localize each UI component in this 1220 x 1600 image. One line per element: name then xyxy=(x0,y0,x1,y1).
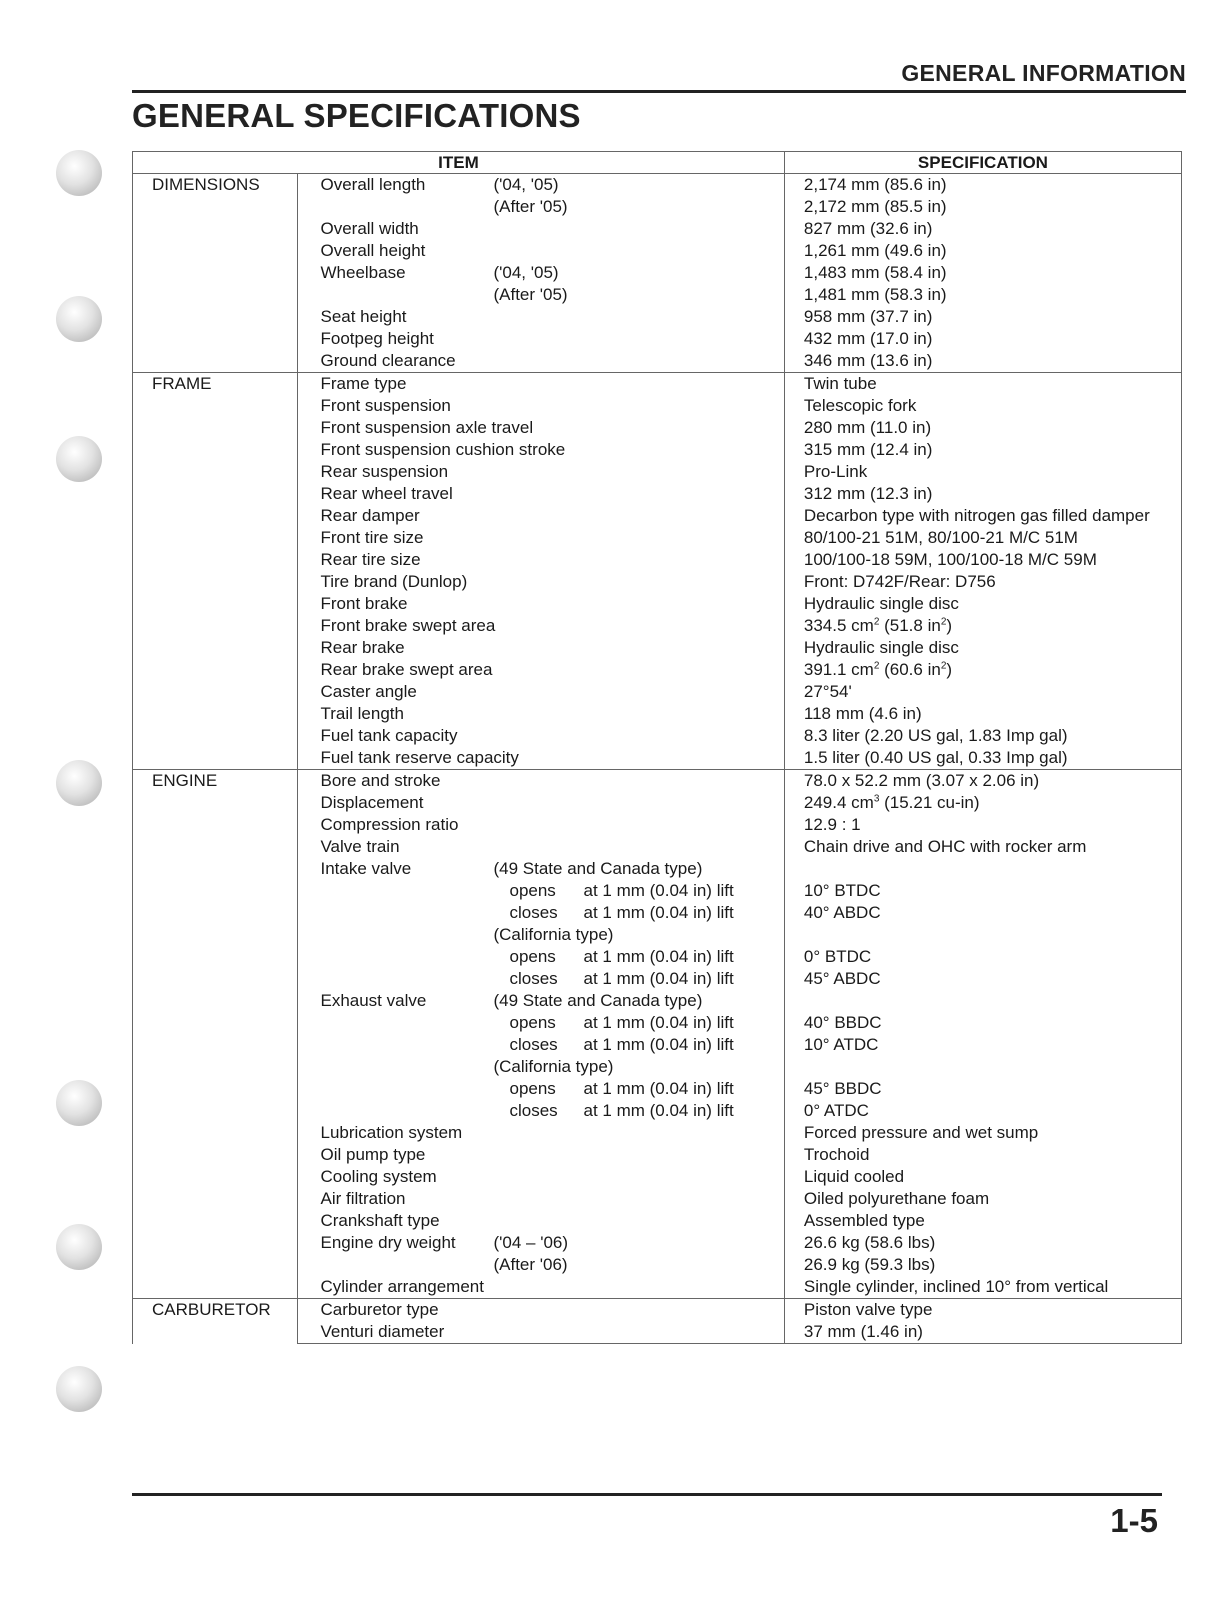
spec-cell xyxy=(784,527,1181,549)
binder-hole xyxy=(56,1224,102,1270)
item-name: Rear brake xyxy=(320,638,405,657)
item-cell xyxy=(298,196,784,218)
table-row xyxy=(133,1299,1182,1322)
footer-rule xyxy=(132,1493,1162,1496)
spec-cell xyxy=(784,968,1181,990)
item-name: Displacement xyxy=(320,793,424,812)
item-cell xyxy=(298,571,784,593)
spec-cell xyxy=(784,880,1181,902)
valve-event: opens xyxy=(509,881,556,900)
item-cell xyxy=(298,1276,784,1299)
spec-cell xyxy=(784,1254,1181,1276)
item-cell xyxy=(298,483,784,505)
spec-cell xyxy=(784,1166,1181,1188)
spec-value: 1,261 mm (49.6 in) xyxy=(803,241,947,260)
spec-cell xyxy=(784,1232,1181,1254)
binder-hole xyxy=(56,436,102,482)
spec-value: 1,481 mm (58.3 in) xyxy=(803,285,947,304)
item-cell xyxy=(298,328,784,350)
item-cell xyxy=(298,1078,784,1100)
spec-value: 100/100-18 59M, 100/100-18 M/C 59M xyxy=(803,550,1097,569)
table-header-row xyxy=(133,152,1182,174)
item-cell xyxy=(298,350,784,373)
item-cell xyxy=(298,1144,784,1166)
item-name: Wheelbase xyxy=(320,263,406,282)
spec-value: Front: D742F/Rear: D756 xyxy=(803,572,996,591)
item-cell xyxy=(298,1166,784,1188)
spec-value: 26.9 kg (59.3 lbs) xyxy=(803,1255,936,1274)
item-cell xyxy=(298,284,784,306)
spec-cell xyxy=(784,924,1181,946)
category-cell xyxy=(133,174,298,373)
item-column-header: ITEM xyxy=(133,152,785,174)
lift-condition: at 1 mm (0.04 in) lift xyxy=(583,1079,734,1098)
spec-value: 1,483 mm (58.4 in) xyxy=(803,263,947,282)
item-cell xyxy=(298,725,784,747)
table-row xyxy=(133,174,1182,197)
spec-value: Twin tube xyxy=(803,374,877,393)
spec-value-part: ) xyxy=(946,616,953,635)
category-label: FRAME xyxy=(152,374,212,393)
binder-hole xyxy=(56,150,102,196)
item-name: Bore and stroke xyxy=(320,771,441,790)
spec-cell xyxy=(784,1321,1181,1344)
spec-cell xyxy=(784,836,1181,858)
spec-cell xyxy=(784,1188,1181,1210)
item-condition: (California type) xyxy=(493,1057,614,1076)
spec-value: Hydraulic single disc xyxy=(803,594,959,613)
spec-cell xyxy=(784,174,1181,197)
item-cell xyxy=(298,1034,784,1056)
item-name: Compression ratio xyxy=(320,815,459,834)
spec-value: 12.9 : 1 xyxy=(803,815,861,834)
binder-hole xyxy=(56,1366,102,1412)
spec-value-part: (51.8 in xyxy=(879,616,941,635)
spec-value: 118 mm (4.6 in) xyxy=(803,704,922,723)
category-label: ENGINE xyxy=(152,771,218,790)
item-cell xyxy=(298,1012,784,1034)
spec-value: 391.1 cm xyxy=(803,660,874,679)
item-cell xyxy=(298,902,784,924)
item-name: Seat height xyxy=(320,307,407,326)
category-label: CARBURETOR xyxy=(152,1300,271,1319)
item-name: Engine dry weight xyxy=(320,1233,456,1252)
spec-cell xyxy=(784,747,1181,770)
spec-cell xyxy=(784,990,1181,1012)
spec-value: 346 mm (13.6 in) xyxy=(803,351,933,370)
spec-value: 26.6 kg (58.6 lbs) xyxy=(803,1233,936,1252)
spec-cell xyxy=(784,814,1181,836)
item-name: Exhaust valve xyxy=(320,991,427,1010)
spec-cell xyxy=(784,792,1181,814)
binder-hole xyxy=(56,296,102,342)
item-condition: ('04, '05) xyxy=(493,175,559,194)
spec-cell xyxy=(784,902,1181,924)
spec-cell xyxy=(784,1056,1181,1078)
item-cell xyxy=(298,637,784,659)
spec-value: 2,172 mm (85.5 in) xyxy=(803,197,947,216)
spec-cell xyxy=(784,196,1181,218)
item-cell xyxy=(298,770,784,793)
spec-superscript: 2 xyxy=(940,660,947,672)
item-cell xyxy=(298,240,784,262)
spec-value: 334.5 cm xyxy=(803,616,874,635)
spec-cell xyxy=(784,505,1181,527)
spec-value-part: ) xyxy=(946,660,953,679)
valve-event: opens xyxy=(509,947,556,966)
spec-cell xyxy=(784,571,1181,593)
item-cell xyxy=(298,836,784,858)
valve-event: closes xyxy=(509,1035,558,1054)
item-name: Rear tire size xyxy=(320,550,421,569)
spec-cell xyxy=(784,637,1181,659)
spec-value: 0° ATDC xyxy=(803,1101,869,1120)
spec-value: Hydraulic single disc xyxy=(803,638,959,657)
item-name: Fuel tank reserve capacity xyxy=(320,748,519,767)
spec-value: 432 mm (17.0 in) xyxy=(803,329,933,348)
item-cell xyxy=(298,505,784,527)
page-number: 1-5 xyxy=(1110,1502,1158,1539)
item-name: Overall height xyxy=(320,241,426,260)
item-name: Air filtration xyxy=(320,1189,406,1208)
spec-value: Decarbon type with nitrogen gas filled damper xyxy=(803,506,1150,525)
spec-cell xyxy=(784,681,1181,703)
spec-value: 10° ATDC xyxy=(803,1035,879,1054)
spec-table-body xyxy=(133,174,1182,1344)
item-cell xyxy=(298,946,784,968)
spec-cell xyxy=(784,1078,1181,1100)
binder-hole xyxy=(56,1080,102,1126)
spec-cell xyxy=(784,1122,1181,1144)
item-condition: (49 State and Canada type) xyxy=(493,859,703,878)
item-name: Lubrication system xyxy=(320,1123,463,1142)
spec-value: Piston valve type xyxy=(803,1300,933,1319)
item-cell xyxy=(298,417,784,439)
lift-condition: at 1 mm (0.04 in) lift xyxy=(583,947,734,966)
spec-cell xyxy=(784,483,1181,505)
spec-cell xyxy=(784,306,1181,328)
spec-value: 280 mm (11.0 in) xyxy=(803,418,932,437)
spec-cell xyxy=(784,770,1181,793)
item-name: Rear brake swept area xyxy=(320,660,493,679)
item-cell xyxy=(298,814,784,836)
spec-cell xyxy=(784,725,1181,747)
spec-value: 312 mm (12.3 in) xyxy=(803,484,933,503)
item-cell xyxy=(298,880,784,902)
spec-value: 27°54' xyxy=(803,682,852,701)
spec-cell xyxy=(784,350,1181,373)
spec-cell xyxy=(784,549,1181,571)
item-condition: ('04 – '06) xyxy=(493,1233,569,1252)
item-cell xyxy=(298,549,784,571)
spec-value: Assembled type xyxy=(803,1211,925,1230)
item-name: Footpeg height xyxy=(320,329,434,348)
item-cell xyxy=(298,615,784,637)
spec-cell xyxy=(784,1210,1181,1232)
table-row xyxy=(133,373,1182,396)
spec-value: 0° BTDC xyxy=(803,947,872,966)
spec-superscript: 2 xyxy=(873,616,880,628)
item-condition: ('04, '05) xyxy=(493,263,559,282)
item-name: Rear damper xyxy=(320,506,420,525)
category-cell xyxy=(133,1299,298,1344)
spec-table xyxy=(132,151,1182,1344)
spec-value: 45° ABDC xyxy=(803,969,881,988)
lift-condition: at 1 mm (0.04 in) lift xyxy=(583,1035,734,1054)
spec-superscript: 2 xyxy=(940,616,947,628)
spec-value: 78.0 x 52.2 mm (3.07 x 2.06 in) xyxy=(803,771,1040,790)
item-condition: (After '06) xyxy=(493,1255,568,1274)
lift-condition: at 1 mm (0.04 in) lift xyxy=(583,903,734,922)
item-cell xyxy=(298,1056,784,1078)
spec-value: 45° BBDC xyxy=(803,1079,882,1098)
spec-cell xyxy=(784,417,1181,439)
item-cell xyxy=(298,792,784,814)
section-header: GENERAL INFORMATION xyxy=(901,60,1186,86)
item-cell xyxy=(298,1232,784,1254)
page-title: GENERAL SPECIFICATIONS xyxy=(132,97,581,134)
spec-value: 827 mm (32.6 in) xyxy=(803,219,933,238)
table-row xyxy=(133,770,1182,793)
item-name: Crankshaft type xyxy=(320,1211,440,1230)
item-name: Overall length xyxy=(320,175,426,194)
item-cell xyxy=(298,659,784,681)
item-cell xyxy=(298,1254,784,1276)
item-cell xyxy=(298,1321,784,1344)
item-name: Rear suspension xyxy=(320,462,449,481)
item-name: Front brake xyxy=(320,594,408,613)
spec-cell xyxy=(784,1276,1181,1299)
item-condition: (After '05) xyxy=(493,285,568,304)
spec-cell xyxy=(784,395,1181,417)
lift-condition: at 1 mm (0.04 in) lift xyxy=(583,881,734,900)
item-cell xyxy=(298,306,784,328)
spec-column-header: SPECIFICATION xyxy=(784,152,1181,174)
item-name: Intake valve xyxy=(320,859,412,878)
item-condition: (California type) xyxy=(493,925,614,944)
item-cell xyxy=(298,747,784,770)
item-cell xyxy=(298,461,784,483)
spec-superscript: 3 xyxy=(873,793,880,805)
item-cell xyxy=(298,1299,784,1322)
item-condition: (49 State and Canada type) xyxy=(493,991,703,1010)
spec-cell xyxy=(784,439,1181,461)
spec-value: 2,174 mm (85.6 in) xyxy=(803,175,947,194)
spec-value: Chain drive and OHC with rocker arm xyxy=(803,837,1087,856)
lift-condition: at 1 mm (0.04 in) lift xyxy=(583,969,734,988)
spec-cell xyxy=(784,659,1181,681)
item-name: Fuel tank capacity xyxy=(320,726,458,745)
item-name: Rear wheel travel xyxy=(320,484,453,503)
spec-value-part: (15.21 cu-in) xyxy=(879,793,980,812)
item-name: Front suspension xyxy=(320,396,451,415)
category-label: DIMENSIONS xyxy=(152,175,260,194)
spec-cell xyxy=(784,1100,1181,1122)
item-cell xyxy=(298,1210,784,1232)
item-name: Carburetor type xyxy=(320,1300,439,1319)
item-name: Front suspension axle travel xyxy=(320,418,534,437)
item-name: Overall width xyxy=(320,219,419,238)
item-cell xyxy=(298,1122,784,1144)
binder-hole xyxy=(56,760,102,806)
item-cell xyxy=(298,218,784,240)
item-name: Venturi diameter xyxy=(320,1322,445,1341)
spec-cell xyxy=(784,328,1181,350)
item-cell xyxy=(298,990,784,1012)
spec-cell xyxy=(784,858,1181,880)
item-condition: (After '05) xyxy=(493,197,568,216)
item-cell xyxy=(298,1100,784,1122)
spec-cell xyxy=(784,284,1181,306)
spec-cell xyxy=(784,461,1181,483)
item-cell xyxy=(298,527,784,549)
category-cell xyxy=(133,770,298,1299)
item-cell xyxy=(298,703,784,725)
item-cell xyxy=(298,681,784,703)
lift-condition: at 1 mm (0.04 in) lift xyxy=(583,1101,734,1120)
valve-event: opens xyxy=(509,1013,556,1032)
item-name: Cylinder arrangement xyxy=(320,1277,484,1296)
item-name: Front brake swept area xyxy=(320,616,496,635)
spec-value: 958 mm (37.7 in) xyxy=(803,307,933,326)
item-cell xyxy=(298,395,784,417)
spec-cell xyxy=(784,1034,1181,1056)
spec-value: 40° ABDC xyxy=(803,903,881,922)
spec-cell xyxy=(784,373,1181,396)
item-name: Front tire size xyxy=(320,528,424,547)
spec-value: Pro-Link xyxy=(803,462,868,481)
spec-value: Forced pressure and wet sump xyxy=(803,1123,1039,1142)
spec-value: Liquid cooled xyxy=(803,1167,905,1186)
lift-condition: at 1 mm (0.04 in) lift xyxy=(583,1013,734,1032)
category-cell xyxy=(133,373,298,770)
item-cell xyxy=(298,373,784,396)
item-cell xyxy=(298,924,784,946)
spec-value-part: (60.6 in xyxy=(879,660,941,679)
item-cell xyxy=(298,593,784,615)
spec-value: 1.5 liter (0.40 US gal, 0.33 Imp gal) xyxy=(803,748,1068,767)
item-cell xyxy=(298,439,784,461)
item-cell xyxy=(298,262,784,284)
valve-event: closes xyxy=(509,969,558,988)
valve-event: opens xyxy=(509,1079,556,1098)
valve-event: closes xyxy=(509,903,558,922)
spec-value: 8.3 liter (2.20 US gal, 1.83 Imp gal) xyxy=(803,726,1068,745)
spec-cell xyxy=(784,703,1181,725)
spec-value: 315 mm (12.4 in) xyxy=(803,440,933,459)
header-rule xyxy=(132,90,1186,93)
spec-cell xyxy=(784,1012,1181,1034)
spec-value: 249.4 cm xyxy=(803,793,874,812)
item-name: Tire brand (Dunlop) xyxy=(320,572,468,591)
item-name: Ground clearance xyxy=(320,351,456,370)
item-name: Frame type xyxy=(320,374,407,393)
spec-value: Single cylinder, inclined 10° from vertical xyxy=(803,1277,1109,1296)
valve-event: closes xyxy=(509,1101,558,1120)
item-cell xyxy=(298,968,784,990)
item-cell xyxy=(298,858,784,880)
item-cell xyxy=(298,174,784,197)
spec-value: 40° BBDC xyxy=(803,1013,882,1032)
spec-cell xyxy=(784,1144,1181,1166)
spec-value: Telescopic fork xyxy=(803,396,917,415)
spec-value: 37 mm (1.46 in) xyxy=(803,1322,923,1341)
spec-cell xyxy=(784,240,1181,262)
item-name: Oil pump type xyxy=(320,1145,426,1164)
spec-value: Trochoid xyxy=(803,1145,870,1164)
spec-cell xyxy=(784,218,1181,240)
spec-value: Oiled polyurethane foam xyxy=(803,1189,990,1208)
spec-value: 80/100-21 51M, 80/100-21 M/C 51M xyxy=(803,528,1078,547)
spec-value: 10° BTDC xyxy=(803,881,881,900)
item-cell xyxy=(298,1188,784,1210)
item-name: Front suspension cushion stroke xyxy=(320,440,566,459)
spec-cell xyxy=(784,946,1181,968)
spec-cell xyxy=(784,262,1181,284)
item-name: Caster angle xyxy=(320,682,417,701)
spec-superscript: 2 xyxy=(873,660,880,672)
item-name: Valve train xyxy=(320,837,400,856)
item-name: Trail length xyxy=(320,704,404,723)
spec-cell xyxy=(784,1299,1181,1322)
item-name: Cooling system xyxy=(320,1167,437,1186)
spec-cell xyxy=(784,615,1181,637)
spec-cell xyxy=(784,593,1181,615)
